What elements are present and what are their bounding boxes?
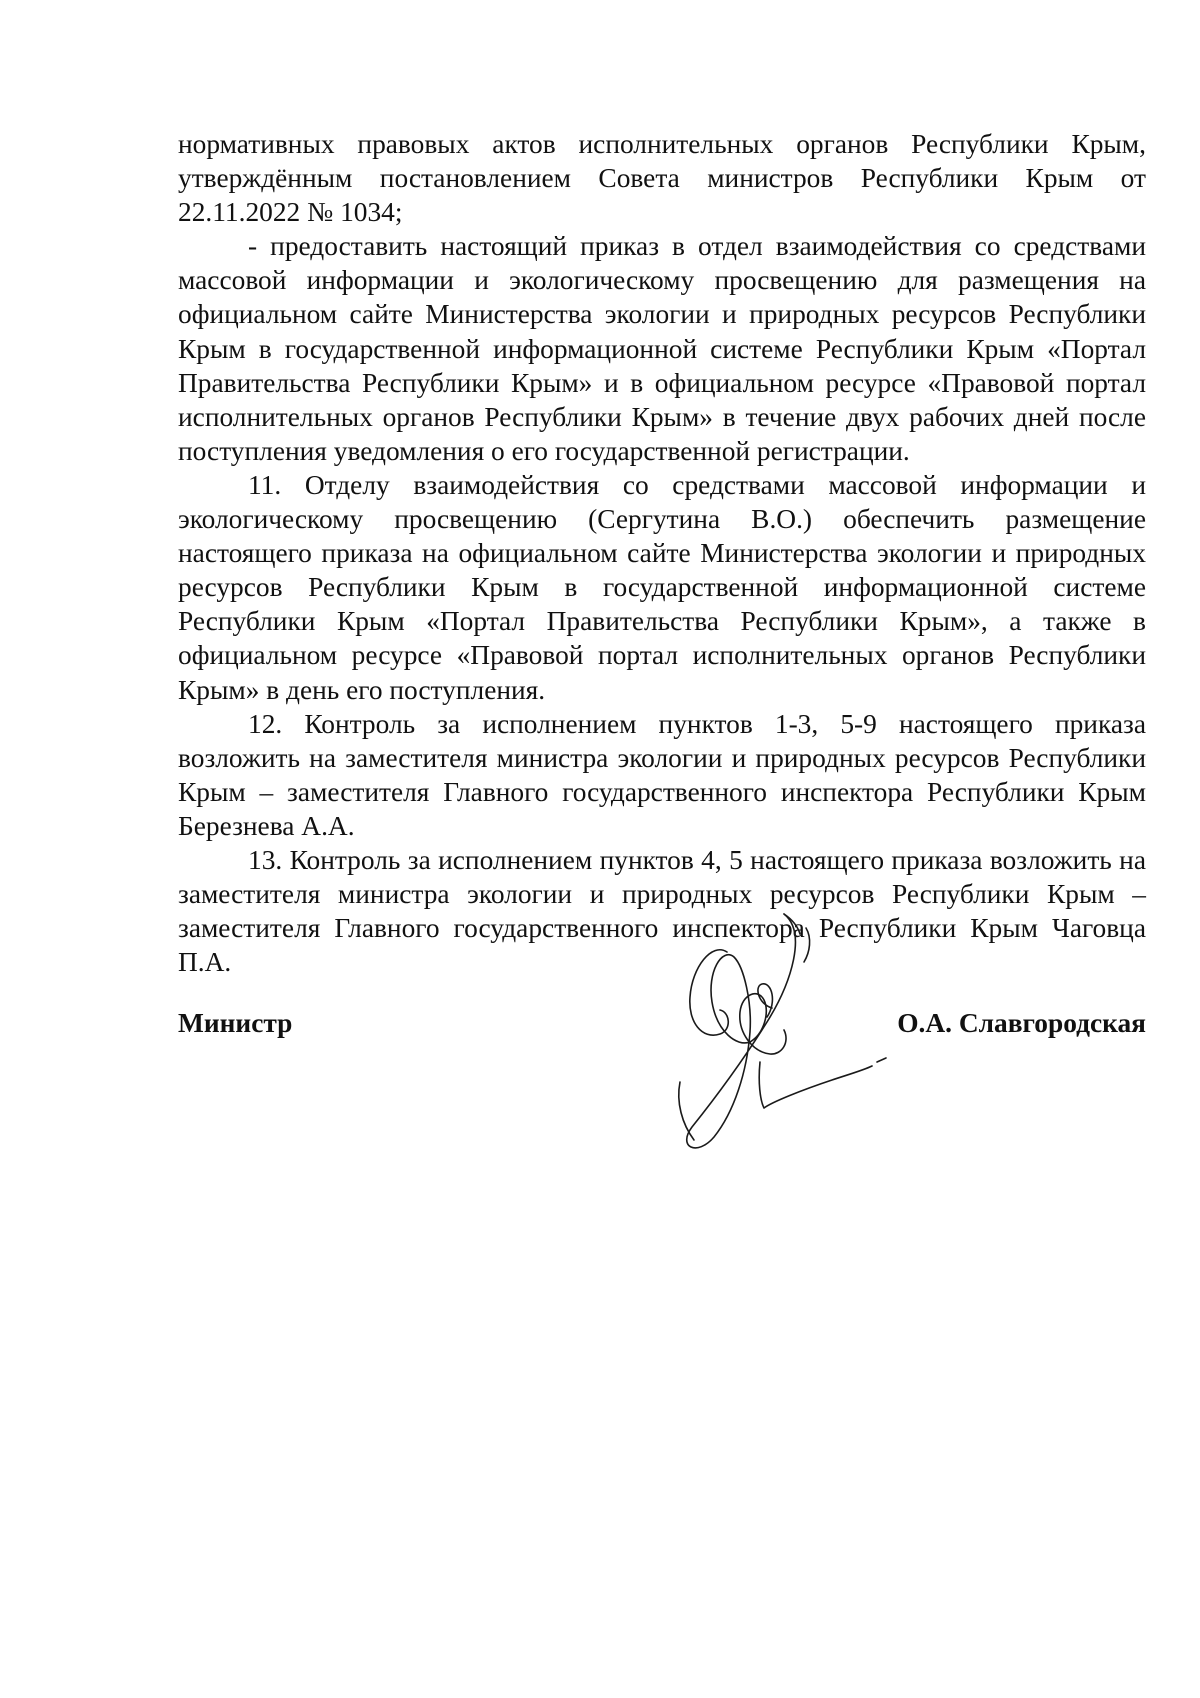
signatory-name: О.А. Славгородская	[897, 1008, 1146, 1038]
paragraph-item-13: 13. Контроль за исполнением пунктов 4, 5 настоящего приказа возложить на заместителя министра экологии и природных ресурсов Республики Крым – заместителя Главного государственного инспектора Республики Крым Чаговца П.А.	[178, 844, 1146, 978]
signature-block	[178, 1008, 1146, 1048]
signatory-position: Министр	[178, 1008, 293, 1038]
paragraph-item-12: 12. Контроль за исполнением пунктов 1-3, 5-9 настоящего приказа возложить на заместителя министра экологии и природных ресурсов Республики Крым – заместителя Главного государственного инспектора Республики Крым Березнева А.А.	[178, 708, 1146, 841]
paragraph-regulation-reference: нормативных правовых актов исполнительных органов Республики Крым, утверждённым постановлением Совета министров Республики Крым от 22.11.2022 № 1034;	[178, 129, 1146, 228]
document-body	[178, 127, 1146, 979]
paragraph-item-11: 11. Отделу взаимодействия со средствами массовой информации и экологическому просвещению (Сергутина В.О.) обеспечить размещение настоящего приказа на официальном сайте Министерства экологии и природных ресурсов Республики Крым в государственной информационной системе Республики Крым «Портал Правительства Республики Крым», а также в официальном ресурсе «Правовой портал исполнительных органов Республики Крым» в день его поступления.	[178, 469, 1146, 705]
paragraph-publication-instruction: - предоставить настоящий приказ в отдел взаимодействия со средствами массовой информации и экологическому просвещению для размещения на официальном сайте Министерства экологии и природных ресурсов Республики Крым в государственной информационной системе Республики Крым «Портал Правительства Республики Крым» и в официальном ресурсе «Правовой портал исполнительных органов Республики Крым» в течение двух рабочих дней после поступления уведомления о его государственной регистрации.	[178, 231, 1146, 466]
